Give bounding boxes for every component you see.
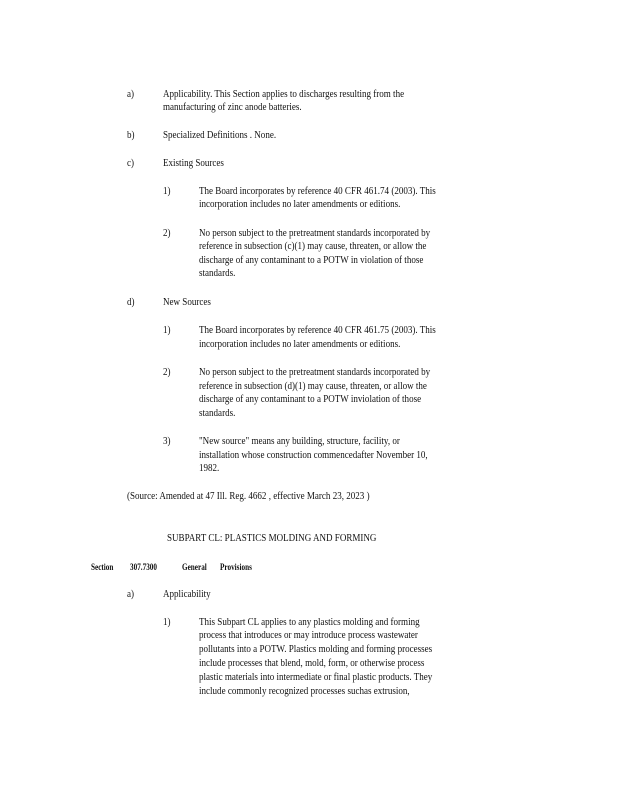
section-label: Section (91, 562, 114, 572)
cl-part-a-item-1-line-3: pollutants into a POTW. Plastics molding and forming processes (199, 644, 433, 655)
section-number: 307.7300 (130, 562, 157, 572)
source-note: (Source: Amended at 47 Ill. Reg. 4662 , effective March 23, 2023 ) (127, 491, 370, 502)
part-c-title: Existing Sources (163, 158, 224, 169)
part-b-label: b) (127, 130, 135, 141)
part-d-title: New Sources (163, 297, 211, 308)
part-c-label: c) (127, 158, 135, 169)
cl-part-a-item-1-line-1: This Subpart CL applies to any plastics molding and forming (199, 617, 420, 628)
part-c-item-2-line-4: standards. (199, 268, 236, 279)
cl-part-a-item-1-line-2: process that introduces or may introduce process wastewater (199, 630, 418, 641)
part-a-line-2: manufacturing of zinc anode batteries. (163, 102, 302, 113)
cl-part-a-item-1-line-5: plastic materials into intermediate or final plastic products. They (199, 672, 433, 683)
part-d-item-2-line-1: No person subject to the pretreatment standards incorporated by (199, 367, 431, 378)
cl-part-a-item-1-num: 1) (163, 617, 171, 628)
section-title-general: General (182, 562, 207, 572)
part-d-item-3-line-3: 1982. (199, 463, 220, 474)
part-c-item-2-line-1: No person subject to the pretreatment standards incorporated by (199, 228, 431, 239)
part-a-label: a) (127, 89, 135, 100)
part-a-line-1: Applicability. This Section applies to discharges resulting from the (163, 89, 405, 100)
part-d-item-3-line-2: installation whose construction commencedafter November 10, (199, 450, 428, 461)
part-d-item-1-num: 1) (163, 325, 171, 336)
part-d-item-1-line-1: The Board incorporates by reference 40 CFR 461.75 (2003). This (199, 325, 436, 336)
part-b-text: Specialized Definitions . None. (163, 130, 277, 141)
part-c-item-2-num: 2) (163, 228, 171, 239)
part-d-item-3-num: 3) (163, 436, 171, 447)
part-c-item-1-line-1: The Board incorporates by reference 40 CFR 461.74 (2003). This (199, 186, 436, 197)
cl-part-a-title: Applicability (163, 589, 211, 600)
cl-part-a-item-1-line-4: include processes that blend, mold, form, or otherwise process (199, 658, 425, 669)
part-c-item-1-num: 1) (163, 186, 171, 197)
part-d-item-2-line-4: standards. (199, 408, 236, 419)
part-c-item-2-line-3: discharge of any contaminant to a POTW in violation of those (199, 255, 424, 266)
part-d-item-3-line-1: "New source" means any building, structure, facility, or (199, 436, 400, 447)
part-c-item-1-line-2: incorporation includes no later amendments or editions. (199, 199, 401, 210)
cl-part-a-item-1-line-6: include commonly recognized processes suchas extrusion, (199, 686, 410, 697)
part-d-item-1-line-2: incorporation includes no later amendments or editions. (199, 339, 401, 350)
part-d-item-2-num: 2) (163, 367, 171, 378)
part-d-item-2-line-3: discharge of any contaminant to a POTW inviolation of those (199, 394, 422, 405)
part-d-item-2-line-2: reference in subsection (d)(1) may cause, threaten, or allow the (199, 381, 427, 392)
part-c-item-2-line-2: reference in subsection (c)(1) may cause, threaten, or allow the (199, 241, 427, 252)
cl-part-a-label: a) (127, 589, 135, 600)
part-d-label: d) (127, 297, 135, 308)
section-title-provisions: Provisions (220, 562, 252, 572)
subpart-heading: SUBPART CL: PLASTICS MOLDING AND FORMING (167, 533, 377, 544)
